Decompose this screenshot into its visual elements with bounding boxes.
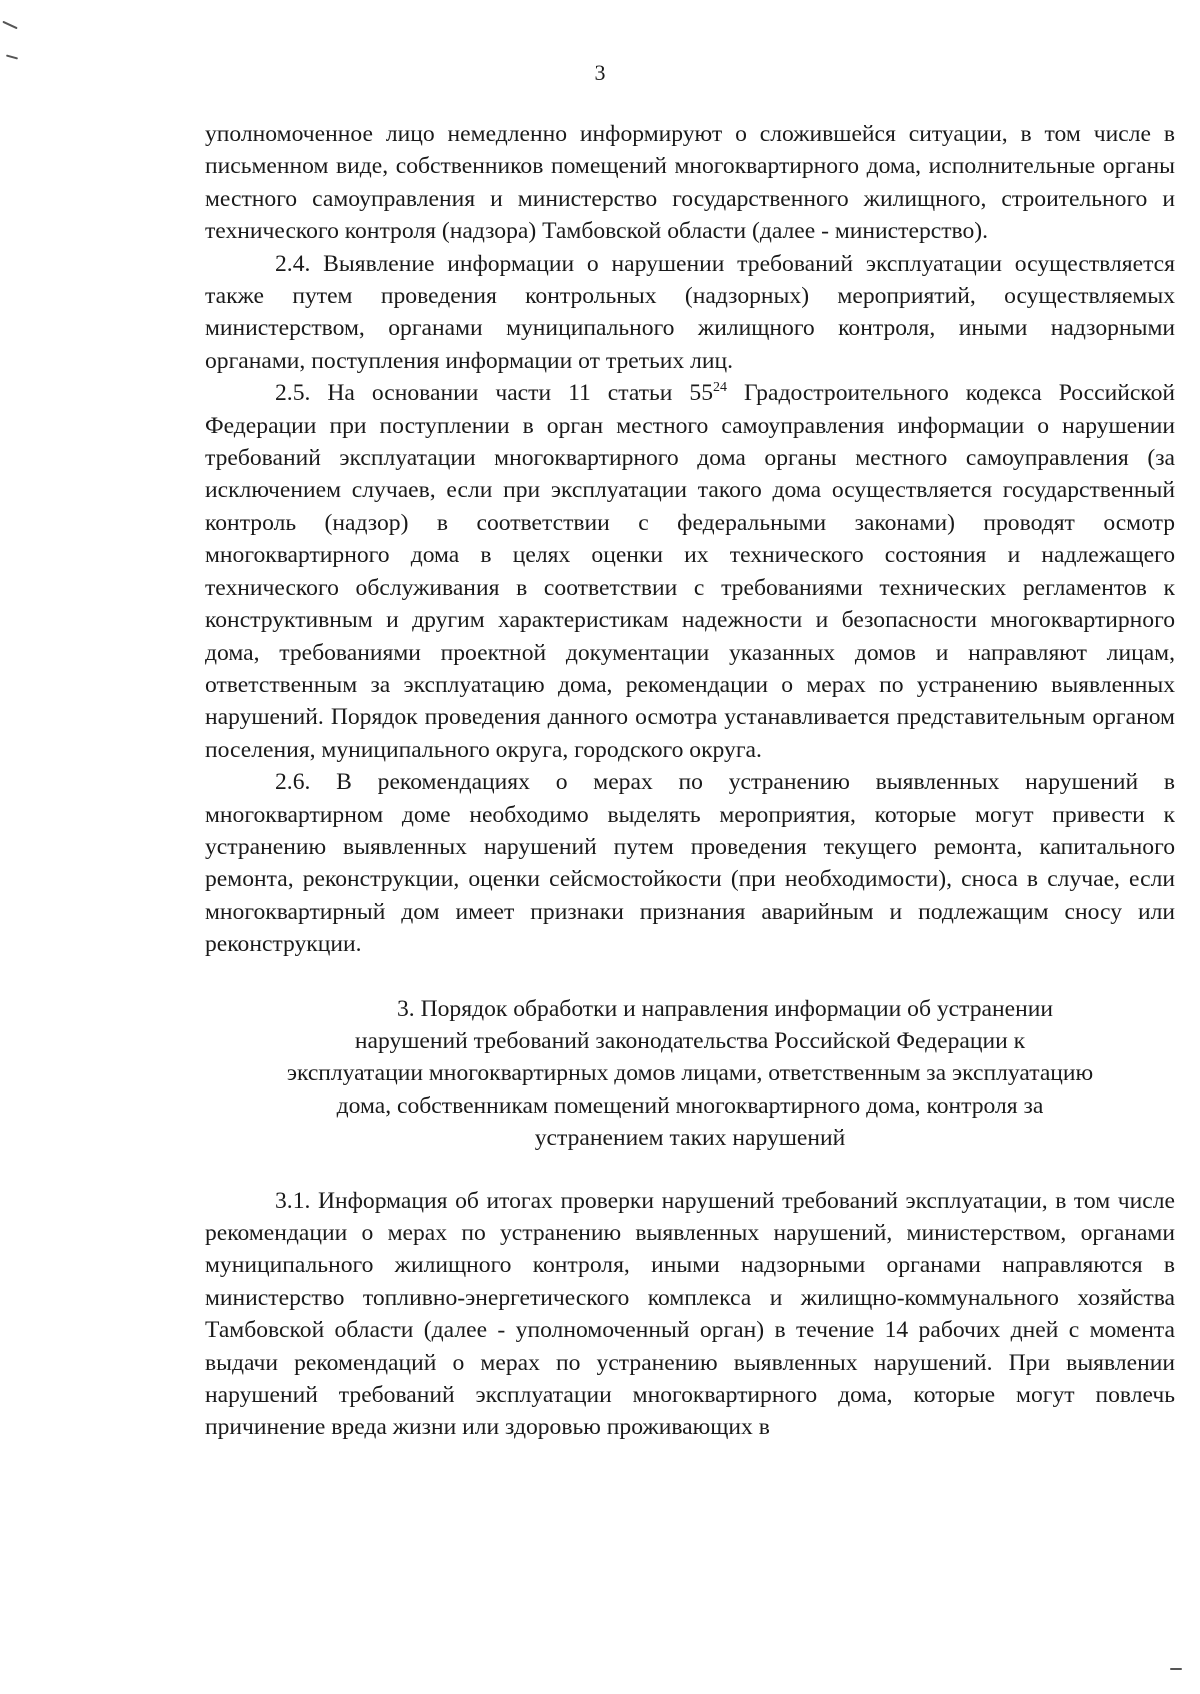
scan-artifact-mark xyxy=(2,21,17,30)
paragraph-2-6: 2.6. В рекомендациях о мерах по устранению выявленных нарушений в многоквартирном доме необходимо выделять мероприятия, которые могут привести к устранению выявленных нарушений путем проведения текущего ремонта, капитального ремонта, реконструкции, оценки сейсмостойкости (при необходимости), сноса в случае, если многоквартирный дом имеет признаки признания аварийным и подлежащим сносу или реконструкции. xyxy=(205,769,1175,958)
paragraph-intro: уполномоченное лицо немедленно информируют о сложившейся ситуации, в том числе в письменном виде, собственников помещений многоквартирного дома, исполнительные органы местного самоуправления и министерство государственного жилищного, строительного и технического контроля (надзора) Тамбовской области (далее - министерство). xyxy=(205,121,1175,245)
section-3-heading-line: эксплуатации многоквартирных домов лицами, ответственным за эксплуатацию xyxy=(286,1060,1094,1087)
document-body xyxy=(205,118,1175,1444)
paragraph-2-5-start: 2.5. На основании части 11 статьи 55 xyxy=(275,380,714,407)
section-3-heading-line: нарушений требований законодательства Российской Федерации к xyxy=(354,1027,1026,1054)
article-superscript: 24 xyxy=(713,380,728,396)
page-number: 3 xyxy=(594,60,606,85)
section-3-heading xyxy=(205,993,1175,1155)
section-3-heading-line: дома, собственникам помещений многоквартирного дома, контроля за xyxy=(336,1092,1044,1119)
scan-artifact-mark xyxy=(1170,1668,1182,1670)
section-3-heading-line: 3. Порядок обработки и направления информации об устранении xyxy=(397,995,1053,1022)
paragraph-3-1: 3.1. Информация об итогах проверки нарушений требований эксплуатации, в том числе рекомендации о мерах по устранению выявленных нарушений, министерством, органами муниципального жилищного контроля, иными надзорными органами направляются в министерство топливно-энергетического комплекса и жилищно-коммунального хозяйства Тамбовской области (далее - уполномоченный орган) в течение 14 рабочих дней с момента выдачи рекомендаций о мерах по устранению выявленных нарушений. При выявлении нарушений требований эксплуатации многоквартирного дома, которые могут повлечь причинение вреда жизни или здоровью проживающих в xyxy=(205,1187,1175,1441)
paragraph-2-5 xyxy=(205,377,1175,766)
section-3-heading-line: устранением таких нарушений xyxy=(534,1125,846,1152)
paragraph-2-4: 2.4. Выявление информации о нарушении требований эксплуатации осуществляется также путем проведения контрольных (надзорных) мероприятий, осуществляемых министерством, органами муниципального жилищного контроля, иными надзорными органами, поступления информации от третьих лиц. xyxy=(205,250,1175,374)
scan-artifact-mark xyxy=(6,54,18,59)
paragraph-2-5-rest: Градостроительного кодекса Российской Федерации при поступлении в орган местного самоуправления информации о нарушении требований эксплуатации многоквартирного дома органы местного самоуправления (за исключением случаев, если при эксплуатации такого дома осуществляется государственный контроль (надзор) в соответствии с федеральными законами) проводят осмотр многоквартирного дома в целях оценки их технического состояния и надлежащего технического обслуживания в соответствии с требованиями технических регламентов к конструктивным и другим характеристикам надежности и безопасности многоквартирного дома, требованиями проектной документации указанных домов и направляют лицам, ответственным за эксплуатацию дома, рекомендации о мерах по устранению выявленных нарушений. Порядок проведения данного осмотра устанавливается представительным органом поселения, муниципального округа, городского округа. xyxy=(205,380,1175,763)
